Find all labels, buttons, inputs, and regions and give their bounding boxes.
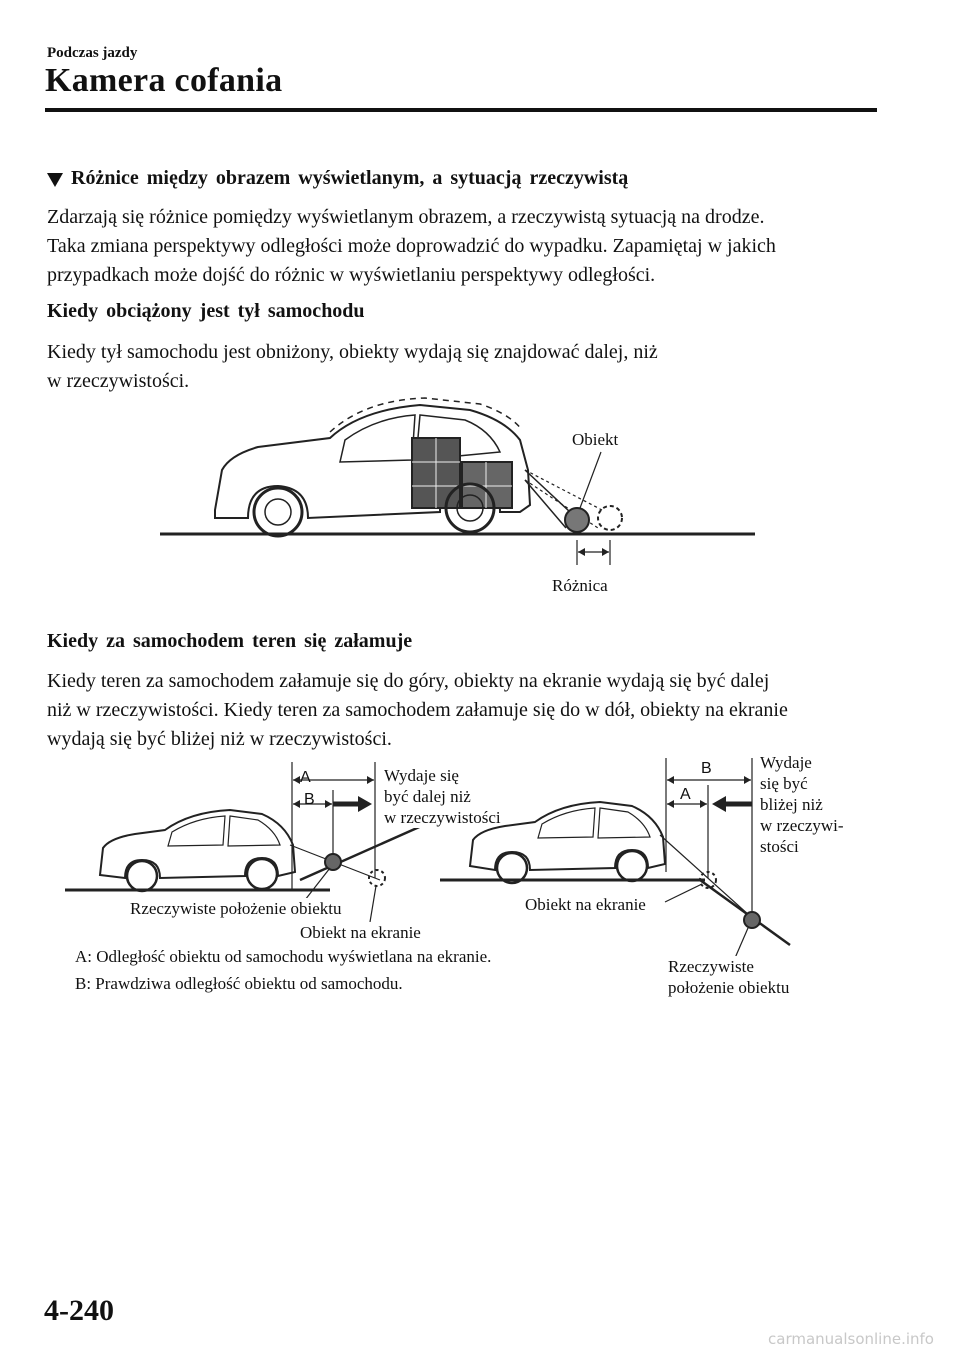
section-label: Podczas jazdy: [47, 45, 138, 61]
section-heading-text: Różnice między obrazem wyświetlanym, a sytuacją rzeczywistą: [71, 167, 629, 189]
marker-a-right: A: [680, 786, 691, 803]
real-position-label-right: Rzeczywiste położenie obiektu: [668, 957, 790, 997]
case2-line: niż w rzeczywistości. Kiedy teren za samochodem załamuje się do w dół, obiekty na ekranie: [47, 699, 788, 721]
page-title: Kamera cofania: [45, 62, 283, 99]
legend-b: B: Prawdziwa odległość obiektu od samochodu.: [75, 974, 403, 993]
difference-label: Różnica: [552, 576, 608, 595]
appears-closer-label: Wydaje się być bliżej niż w rzeczywi- stości: [760, 753, 844, 856]
object-real: [744, 912, 760, 928]
case1-title: Kiedy obciążony jest tył samochodu: [47, 300, 365, 322]
on-screen-label-left: Obiekt na ekranie: [300, 923, 421, 942]
case2-line: wydają się być bliżej niż w rzeczywistości.: [47, 728, 392, 750]
case1-line: w rzeczywistości.: [47, 370, 190, 392]
intro-line: Taka zmiana perspektywy odległości może doprowadzić do wypadku. Zapamiętaj w jakich: [47, 235, 776, 257]
watermark: carmanualsonline.info: [768, 1330, 934, 1348]
case1-line: Kiedy tył samochodu jest obniżony, obiekty wydają się znajdować dalej, niż: [47, 341, 658, 363]
object-label: Obiekt: [572, 430, 619, 449]
intro-line: Zdarzają się różnice pomiędzy wyświetlanym obrazem, a rzeczywistą sytuacją na drodze.: [47, 206, 765, 228]
page-number: 4-240: [44, 1294, 114, 1327]
intro-line: przypadkach może dojść do różnic w wyświetlaniu perspektywy odległości.: [47, 264, 656, 286]
marker-b-left: B: [304, 791, 315, 808]
real-position-label-left: Rzeczywiste położenie obiektu: [130, 899, 342, 918]
case2-title: Kiedy za samochodem teren się załamuje: [47, 630, 413, 652]
rear-wheel: [617, 851, 647, 881]
case2-line: Kiedy teren za samochodem załamuje się do góry, obiekty na ekranie wydają się być dalej: [47, 670, 770, 692]
appears-farther-label: Wydaje się być dalej niż w rzeczywistości: [384, 766, 501, 827]
marker-b-right: B: [701, 760, 712, 777]
marker-a-left: A: [300, 769, 311, 786]
legend-a: A: Odległość obiektu od samochodu wyświetlana na ekranie.: [75, 947, 492, 966]
on-screen-label-right: Obiekt na ekranie: [525, 895, 646, 914]
